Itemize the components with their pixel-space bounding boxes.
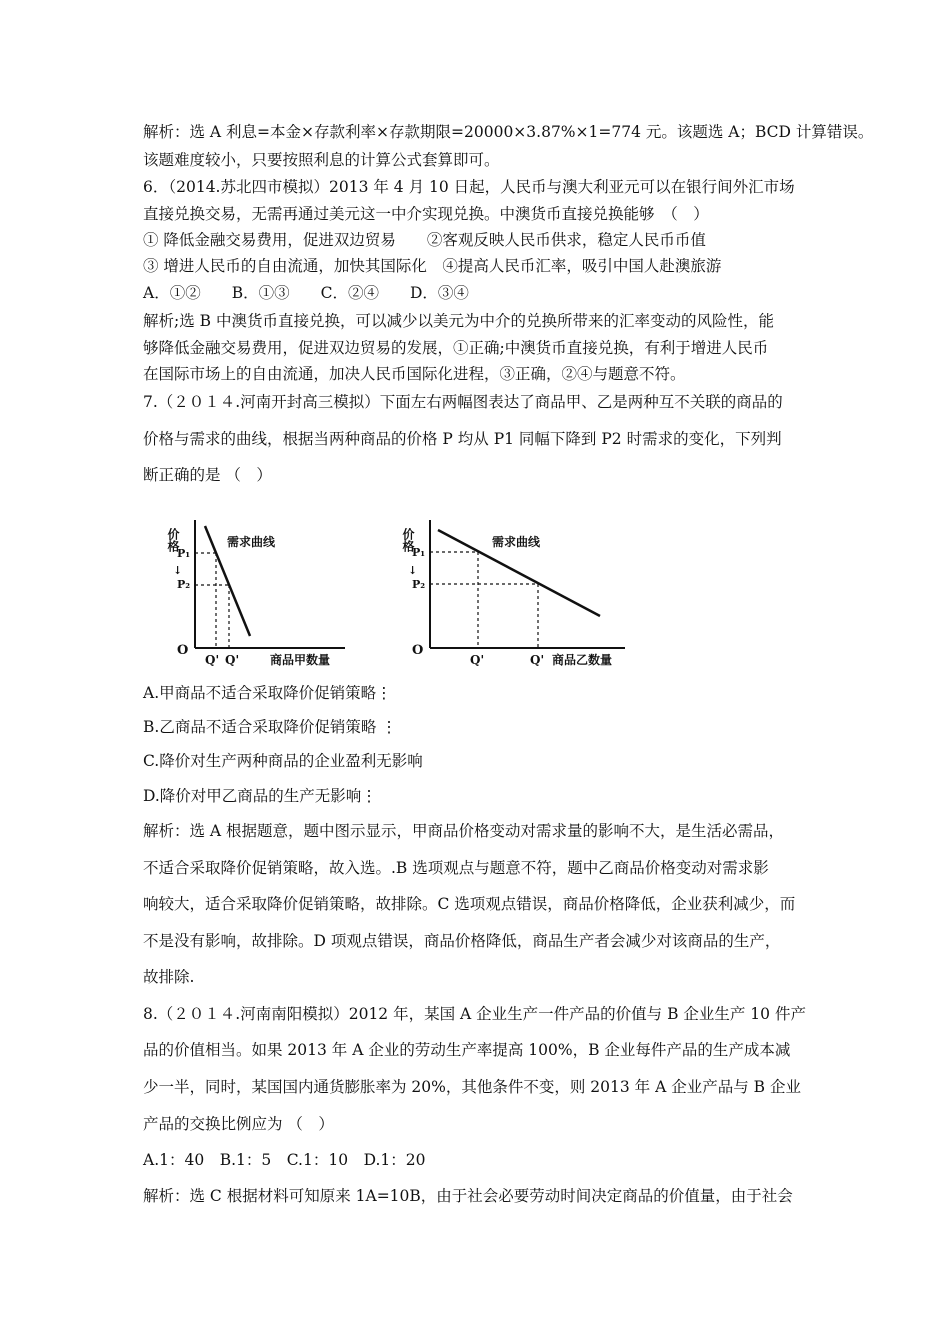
option-d: D.降价对甲乙商品的生产无影响⋮	[143, 787, 377, 805]
option-c: C.降价对生产两种商品的企业盈利无影响	[143, 752, 423, 770]
down-arrow-icon: ↓	[408, 564, 418, 577]
text-line: 断正确的是 （ ）	[143, 466, 272, 484]
text-line: 该题难度较小，只要按照利息的计算公式套算即可。	[143, 151, 500, 169]
p1-label: P₁	[412, 546, 426, 559]
text-line: 品的价值相当。如果 2013 年 A 企业的劳动生产率提高 100%，B 企业每件产品的生产成本减	[143, 1041, 791, 1059]
text-line: 价格与需求的曲线，根据当两种商品的价格 P 均从 P1 同幅下降到 P2 时需求的变化，下列判	[143, 430, 782, 448]
text-line: 解析：选 A 利息=本金×存款利率×存款期限=20000×3.87%×1=774 元。该题选 A；BCD 计算错误。	[143, 123, 874, 141]
text-line: 在国际市场上的自由流通，加决人民币国际化进程，③正确，②④与题意不符。	[143, 365, 686, 383]
text-line: 直接兑换交易，无需再通过美元这一中介实现兑换。中澳货币直接兑换能够 （ ）	[143, 205, 709, 223]
y-axis-label: 价格	[166, 528, 180, 552]
answer-choices: A．①② B．①③ C．②④ D．③④	[143, 284, 469, 302]
text-line: 够降低金融交易费用，促进双边贸易的发展，①正确;中澳货币直接兑换，有利于增进人民币	[143, 339, 769, 357]
x-axis-label: 商品甲数量	[270, 653, 331, 667]
y-axis-label: 价格	[401, 528, 415, 552]
text-line: 不是没有影响，故排除。D 项观点错误，商品价格降低，商品生产者会减少对该商品的生产，	[143, 932, 781, 950]
question-6-stem: 6．（2014.苏北四市模拟）2013 年 4 月 10 日起，人民币与澳大利亚元可以在银行间外汇市场	[143, 178, 795, 196]
answer-choices: A.1：40 B.1：5 C.1：10 D.1：20	[143, 1151, 426, 1169]
figure-demand-curve-b	[400, 508, 630, 672]
text-line: 解析;选 B 中澳货币直接兑换，可以减少以美元为中介的兑换所带来的汇率变动的风险性，能	[143, 312, 774, 330]
question-7-stem: 7.（２０１４.河南开封高三模拟）下面左右两幅图表达了商品甲、乙是两种互不关联的商品的	[143, 393, 783, 411]
origin-label: O	[412, 643, 424, 658]
q1-label: Q'	[470, 653, 485, 667]
text-line: 少一半，同时，某国国内通货膨胀率为 20%，其他条件不变，则 2013 年 A 企业产品与 B 企业	[143, 1078, 801, 1096]
q2-label: Q'	[225, 653, 240, 667]
x-axis-label: 商品乙数量	[552, 653, 613, 667]
option-line: ③ 增进人民币的自由流通，加快其国际化 ④提高人民币汇率，吸引中国人赴澳旅游	[143, 257, 722, 275]
p2-label: P₂	[412, 578, 426, 591]
option-b: B.乙商品不适合采取降价促销策略 ⋮	[143, 718, 397, 736]
down-arrow-icon: ↓	[173, 564, 183, 577]
q2-label: Q'	[530, 653, 545, 667]
q1-label: Q'	[205, 653, 220, 667]
curve-label: 需求曲线	[492, 535, 541, 549]
curve-label: 需求曲线	[227, 535, 276, 549]
origin-label: O	[177, 643, 189, 658]
text-line: 不适合采取降价促销策略，故入选。.B 选项观点与题意不符，题中乙商品价格变动对需求影	[143, 859, 769, 877]
figure-demand-curve-a	[165, 508, 355, 672]
option-a: A.甲商品不适合采取降价促销策略⋮	[143, 684, 392, 702]
text-line: 解析：选 A 根据题意，题中图示显示，甲商品价格变动对需求量的影响不大，是生活必需品，	[143, 822, 785, 840]
text-line: 产品的交换比例应为 （ ）	[143, 1115, 334, 1133]
p2-label: P₂	[177, 578, 191, 591]
question-8-stem: 8.（２０１４.河南南阳模拟）2012 年，某国 A 企业生产一件产品的价值与 B 企业生产 10 件产	[143, 1005, 806, 1023]
option-line: ① 降低金融交易费用，促进双边贸易 ②客观反映人民币供求，稳定人民币币值	[143, 231, 706, 249]
text-line: 响较大，适合采取降价促销策略，故排除。C 选项观点错误，商品价格降低，企业获利减少，而	[143, 895, 796, 913]
text-line: 解析：选 C 根据材料可知原来 1A=10B，由于社会必要劳动时间决定商品的价值量，由于社会	[143, 1187, 793, 1205]
text-line: 故排除.	[143, 968, 195, 986]
p1-label: P₁	[177, 547, 191, 560]
